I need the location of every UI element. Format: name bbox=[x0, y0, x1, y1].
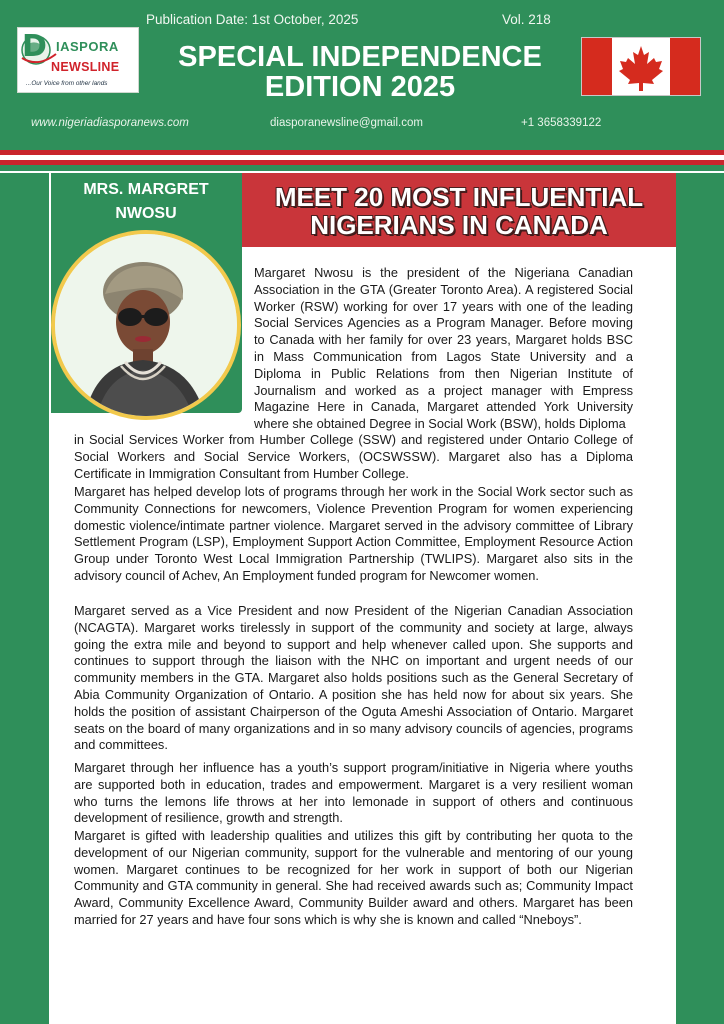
logo-word-diaspora: IASPORA bbox=[56, 39, 119, 54]
portrait-illustration bbox=[55, 234, 237, 416]
article-paragraph: Margaret has helped develop lots of programs through her work in the Social Work sector such as Community Connections for newcomers, Violence Prevention Program for women experiencing domestic violence/intimate partner violence. Margaret served in the advisory committee of Library Settlement Program (LSP), Employment Support Action Committee, Employment Resource Action Group under Toronto West Local Immigration Partnership (TWLIPS). Margaret also sits in the advisory council of Achev, An Employment funded program for Newcomer women. bbox=[74, 484, 633, 583]
logo-tagline: ...Our Voice from other lands bbox=[26, 80, 108, 87]
article-paragraph: Margaret through her influence has a youth’s support program/initiative in Nigeria where youths are supported both in education, trades and empowerment. Margaret is a very resilient woman who turns the lemons life throws at her into lemonade in support of others and continuous development of resilience, growth and strength. bbox=[74, 760, 633, 826]
article-paragraph: Margaret served as a Vice President and now President of the Nigerian Canadian Association (NCAGTA). Margaret works tirelessly in support of the community and society at large, always going the extra mile and beyond to support and help whenever called upon. She supports and continues to support through the liaison with the NHC on important and urgent needs of our community members in the GTA. Margaret also holds positions such as the General Secretary of Abia Community Organization of Ontario. A position she has held now for about six years. She holds the position of assistant Chairperson of the Oguta Ameshi Association of Ontario. Margaret seats on the board of many organizations and in so many advisory councils of agencies, programs and committees. bbox=[74, 603, 633, 753]
profile-name: MRS. MARGRET NWOSU bbox=[83, 181, 209, 222]
maple-leaf-icon bbox=[582, 38, 700, 95]
email-link[interactable]: diasporanewsline@gmail.com bbox=[270, 117, 423, 129]
edition-title: SPECIAL INDEPENDENCE EDITION 2025 bbox=[178, 41, 542, 103]
canada-flag bbox=[581, 37, 701, 96]
logo-word-newsline: NEWSLINE bbox=[51, 60, 120, 74]
headline-text: MEET 20 MOST INFLUENTIAL NIGERIANS IN CANADA bbox=[274, 182, 644, 240]
profile-photo bbox=[51, 230, 241, 420]
article-paragraph: Margaret is gifted with leadership qualities and utilizes this gift by contributing her quota to the development of our Nigerian community, support for the vulnerable and mentoring of our young women. Margaret continues to be recognized for her work in support of both our Nigerian Community and GTA community in general. She had received awards such as; Community Impact Award, Community Excellence Award, Community Builder award and others. Margaret has been married for 27 years and have four sons which is why she is known and called “Nneboys”. bbox=[74, 828, 633, 927]
publication-date: Publication Date: 1st October, 2025 bbox=[146, 12, 359, 27]
diaspora-newsline-logo[interactable] bbox=[17, 27, 139, 93]
phone-number[interactable]: +1 3658339122 bbox=[521, 117, 602, 129]
article-paragraph: in Social Services Worker from Humber College (SSW) and registered under Ontario College of Social Workers and Social Service Workers, (OCSWSSW). Margaret also has a Diploma Certificate in Immigration Consultant from Humber College. bbox=[74, 432, 633, 481]
volume-number: Vol. 218 bbox=[502, 12, 551, 27]
article-paragraph: Margaret Nwosu is the president of the Nigeriana Canadian Association in the GTA (Greater Toronto Area). A registered Social Worker (RSW) working for over 17 years with one of the leading Social Services Agencies as a Program Manager. Before moving to Canada with her family for over 23 years, Margaret holds BSC in Mass Communication from Lagos State University and a Diploma in Public Relations from then Nigerian Institute of Journalism and worked as a project manager with Empress Magazine Here in Canada, Margaret attended York University where she obtained Degree in Social Work (BSW), holds Diploma bbox=[254, 265, 633, 432]
logo-letter: D bbox=[22, 29, 47, 64]
website-link[interactable]: www.nigeriadiasporanews.com bbox=[31, 117, 189, 129]
